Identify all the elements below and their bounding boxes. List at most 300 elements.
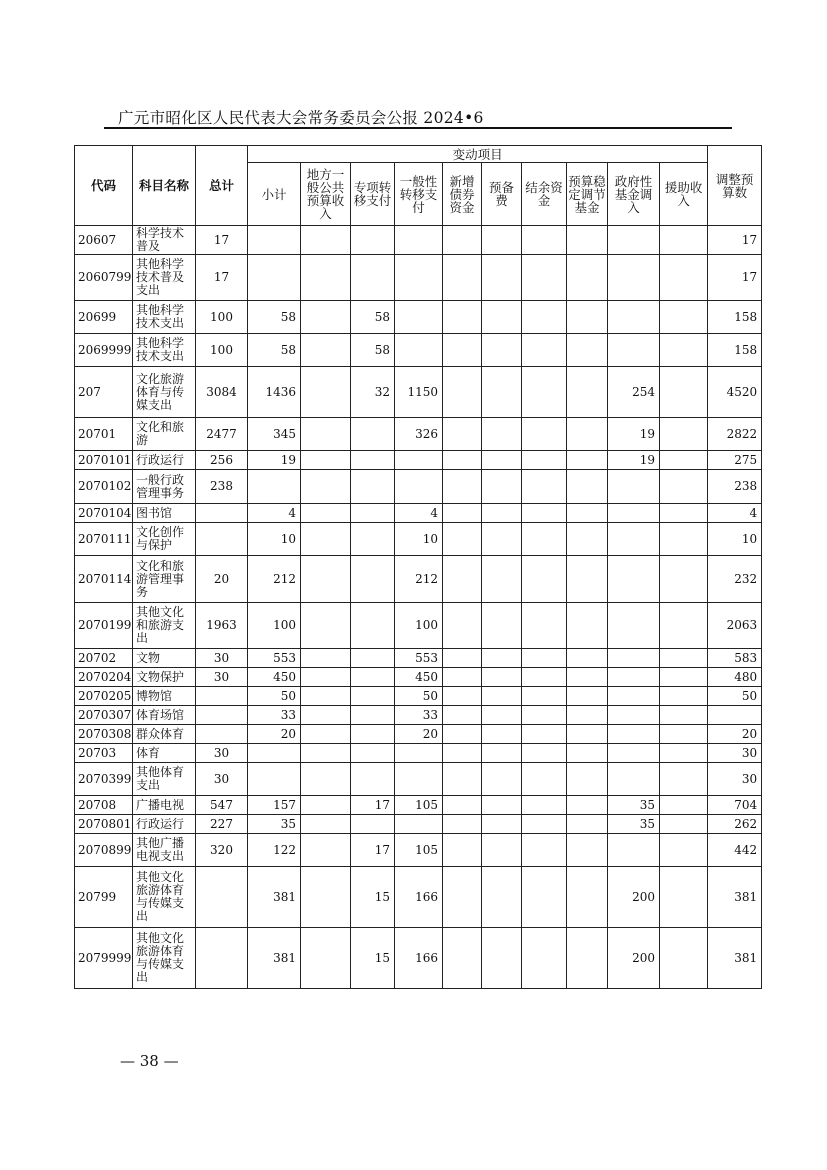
cell-new-bond (443, 451, 482, 470)
cell-aid (660, 763, 708, 796)
cell-stabilization (567, 451, 608, 470)
cell-name: 其他体育支出 (133, 763, 196, 796)
cell-general-transfer (395, 226, 443, 255)
budget-adjustment-table (74, 145, 762, 989)
cell-surplus (522, 649, 567, 668)
cell-code: 2070204 (75, 668, 133, 687)
cell-gov-fund: 19 (608, 451, 660, 470)
cell-reserve (482, 556, 522, 603)
cell-subtotal: 58 (248, 334, 301, 367)
cell-reserve (482, 815, 522, 834)
table-body (75, 226, 762, 989)
cell-reserve (482, 255, 522, 301)
header-subtotal: 小计 (248, 163, 301, 226)
cell-total: 1963 (196, 603, 248, 649)
cell-total (196, 523, 248, 556)
cell-surplus (522, 928, 567, 989)
cell-gov-fund (608, 556, 660, 603)
cell-total: 547 (196, 796, 248, 815)
cell-reserve (482, 418, 522, 451)
cell-adjusted: 50 (708, 687, 762, 706)
cell-aid (660, 867, 708, 928)
cell-local-general (301, 668, 351, 687)
cell-new-bond (443, 255, 482, 301)
cell-code: 2070102 (75, 470, 133, 504)
cell-subtotal (248, 255, 301, 301)
cell-total: 100 (196, 301, 248, 334)
cell-adjusted: 17 (708, 255, 762, 301)
table-row (75, 649, 762, 668)
cell-new-bond (443, 687, 482, 706)
header-surplus: 结余资金 (522, 163, 567, 226)
cell-code: 2070801 (75, 815, 133, 834)
cell-general-transfer: 4 (395, 504, 443, 523)
cell-adjusted: 17 (708, 226, 762, 255)
cell-new-bond (443, 867, 482, 928)
cell-surplus (522, 815, 567, 834)
cell-adjusted: 232 (708, 556, 762, 603)
cell-new-bond (443, 226, 482, 255)
cell-reserve (482, 706, 522, 725)
cell-new-bond (443, 418, 482, 451)
cell-code: 20699 (75, 301, 133, 334)
cell-name: 行政运行 (133, 451, 196, 470)
table-row (75, 301, 762, 334)
cell-total: 30 (196, 649, 248, 668)
cell-name: 其他广播电视支出 (133, 834, 196, 867)
cell-adjusted: 262 (708, 815, 762, 834)
cell-total: 17 (196, 226, 248, 255)
table-row (75, 504, 762, 523)
cell-new-bond (443, 523, 482, 556)
cell-total: 30 (196, 744, 248, 763)
cell-name: 广播电视 (133, 796, 196, 815)
cell-new-bond (443, 668, 482, 687)
cell-special-transfer (351, 523, 395, 556)
page-header (104, 100, 732, 130)
header-adjusted: 调整预算数 (708, 146, 762, 226)
cell-stabilization (567, 367, 608, 418)
cell-reserve (482, 603, 522, 649)
cell-special-transfer: 15 (351, 867, 395, 928)
cell-name: 图书馆 (133, 504, 196, 523)
cell-total: 30 (196, 668, 248, 687)
table-row (75, 668, 762, 687)
cell-code: 2070104 (75, 504, 133, 523)
table-row (75, 928, 762, 989)
cell-surplus (522, 255, 567, 301)
cell-adjusted: 275 (708, 451, 762, 470)
cell-aid (660, 451, 708, 470)
cell-name: 群众体育 (133, 725, 196, 744)
cell-local-general (301, 706, 351, 725)
cell-code: 20703 (75, 744, 133, 763)
cell-aid (660, 649, 708, 668)
cell-name: 文化创作与保护 (133, 523, 196, 556)
cell-subtotal: 50 (248, 687, 301, 706)
cell-general-transfer (395, 451, 443, 470)
cell-gov-fund: 35 (608, 815, 660, 834)
cell-adjusted (708, 706, 762, 725)
cell-code: 20701 (75, 418, 133, 451)
cell-new-bond (443, 367, 482, 418)
cell-special-transfer (351, 763, 395, 796)
cell-local-general (301, 867, 351, 928)
cell-new-bond (443, 649, 482, 668)
cell-general-transfer: 166 (395, 928, 443, 989)
cell-stabilization (567, 255, 608, 301)
cell-stabilization (567, 668, 608, 687)
cell-aid (660, 928, 708, 989)
cell-stabilization (567, 334, 608, 367)
cell-local-general (301, 763, 351, 796)
cell-aid (660, 226, 708, 255)
cell-gov-fund (608, 706, 660, 725)
table-row (75, 796, 762, 815)
cell-stabilization (567, 815, 608, 834)
cell-aid (660, 255, 708, 301)
cell-subtotal: 20 (248, 725, 301, 744)
cell-total (196, 928, 248, 989)
cell-special-transfer (351, 706, 395, 725)
cell-surplus (522, 725, 567, 744)
cell-reserve (482, 668, 522, 687)
cell-gov-fund (608, 687, 660, 706)
header-gov-fund: 政府性基金调入 (608, 163, 660, 226)
cell-reserve (482, 523, 522, 556)
cell-aid (660, 556, 708, 603)
cell-local-general (301, 367, 351, 418)
cell-special-transfer: 58 (351, 334, 395, 367)
cell-gov-fund (608, 334, 660, 367)
cell-code: 20702 (75, 649, 133, 668)
cell-aid (660, 744, 708, 763)
cell-code: 2060799 (75, 255, 133, 301)
cell-total (196, 504, 248, 523)
cell-reserve (482, 744, 522, 763)
cell-gov-fund (608, 668, 660, 687)
cell-reserve (482, 504, 522, 523)
cell-general-transfer: 10 (395, 523, 443, 556)
cell-general-transfer: 326 (395, 418, 443, 451)
cell-general-transfer: 166 (395, 867, 443, 928)
cell-new-bond (443, 928, 482, 989)
cell-adjusted: 583 (708, 649, 762, 668)
cell-surplus (522, 834, 567, 867)
cell-adjusted: 442 (708, 834, 762, 867)
cell-local-general (301, 834, 351, 867)
cell-general-transfer (395, 334, 443, 367)
cell-local-general (301, 725, 351, 744)
cell-code: 2070111 (75, 523, 133, 556)
cell-subtotal: 122 (248, 834, 301, 867)
cell-subtotal: 381 (248, 867, 301, 928)
cell-local-general (301, 470, 351, 504)
table-row (75, 470, 762, 504)
cell-name: 博物馆 (133, 687, 196, 706)
cell-gov-fund: 35 (608, 796, 660, 815)
cell-total: 17 (196, 255, 248, 301)
cell-surplus (522, 867, 567, 928)
header-special-transfer: 专项转移支付 (351, 163, 395, 226)
cell-new-bond (443, 603, 482, 649)
cell-local-general (301, 687, 351, 706)
cell-subtotal: 157 (248, 796, 301, 815)
cell-total: 256 (196, 451, 248, 470)
cell-general-transfer: 20 (395, 725, 443, 744)
cell-new-bond (443, 725, 482, 744)
cell-name: 行政运行 (133, 815, 196, 834)
cell-special-transfer (351, 744, 395, 763)
cell-local-general (301, 744, 351, 763)
cell-general-transfer: 212 (395, 556, 443, 603)
header-total: 总计 (196, 146, 248, 226)
cell-local-general (301, 928, 351, 989)
cell-aid (660, 725, 708, 744)
cell-aid (660, 796, 708, 815)
table-row (75, 255, 762, 301)
header-reserve: 预备费 (482, 163, 522, 226)
cell-subtotal: 212 (248, 556, 301, 603)
cell-aid (660, 334, 708, 367)
table-row (75, 451, 762, 470)
cell-aid (660, 603, 708, 649)
cell-general-transfer (395, 301, 443, 334)
cell-gov-fund: 200 (608, 867, 660, 928)
cell-new-bond (443, 763, 482, 796)
cell-special-transfer (351, 668, 395, 687)
cell-adjusted: 2822 (708, 418, 762, 451)
header-general-transfer: 一般性转移支付 (395, 163, 443, 226)
cell-name: 其他科学技术普及支出 (133, 255, 196, 301)
cell-name: 其他文化旅游体育与传媒支出 (133, 867, 196, 928)
cell-code: 2070899 (75, 834, 133, 867)
cell-reserve (482, 470, 522, 504)
header-change-items: 变动项目 (248, 146, 708, 163)
cell-new-bond (443, 556, 482, 603)
cell-reserve (482, 928, 522, 989)
cell-subtotal: 381 (248, 928, 301, 989)
cell-subtotal: 35 (248, 815, 301, 834)
cell-adjusted: 4 (708, 504, 762, 523)
cell-stabilization (567, 523, 608, 556)
cell-general-transfer: 105 (395, 796, 443, 815)
cell-subtotal (248, 226, 301, 255)
cell-code: 2069999 (75, 334, 133, 367)
cell-new-bond (443, 796, 482, 815)
cell-name: 其他文化旅游体育与传媒支出 (133, 928, 196, 989)
table-row (75, 725, 762, 744)
cell-stabilization (567, 867, 608, 928)
cell-general-transfer (395, 470, 443, 504)
cell-general-transfer: 450 (395, 668, 443, 687)
cell-new-bond (443, 706, 482, 725)
cell-stabilization (567, 834, 608, 867)
cell-special-transfer (351, 815, 395, 834)
table-row (75, 603, 762, 649)
cell-stabilization (567, 504, 608, 523)
table-row (75, 226, 762, 255)
cell-general-transfer: 33 (395, 706, 443, 725)
cell-total: 100 (196, 334, 248, 367)
bulletin-title: 广元市昭化区人民代表大会常务委员会公报 2024•6 (118, 109, 484, 127)
cell-gov-fund (608, 226, 660, 255)
cell-code: 2070199 (75, 603, 133, 649)
cell-stabilization (567, 556, 608, 603)
cell-reserve (482, 763, 522, 796)
table-row (75, 523, 762, 556)
cell-special-transfer: 15 (351, 928, 395, 989)
cell-name: 文化和旅游 (133, 418, 196, 451)
cell-subtotal: 4 (248, 504, 301, 523)
table-row (75, 834, 762, 867)
cell-general-transfer (395, 255, 443, 301)
cell-adjusted: 30 (708, 744, 762, 763)
cell-general-transfer: 553 (395, 649, 443, 668)
cell-subtotal: 553 (248, 649, 301, 668)
cell-surplus (522, 706, 567, 725)
cell-local-general (301, 603, 351, 649)
cell-stabilization (567, 649, 608, 668)
cell-special-transfer (351, 226, 395, 255)
cell-special-transfer: 17 (351, 796, 395, 815)
cell-local-general (301, 418, 351, 451)
cell-gov-fund: 254 (608, 367, 660, 418)
table-row (75, 744, 762, 763)
cell-special-transfer (351, 255, 395, 301)
cell-gov-fund (608, 470, 660, 504)
page-number: — 38 — (120, 1052, 179, 1070)
cell-stabilization (567, 928, 608, 989)
cell-general-transfer: 100 (395, 603, 443, 649)
cell-new-bond (443, 744, 482, 763)
cell-stabilization (567, 301, 608, 334)
cell-name: 其他科学技术支出 (133, 301, 196, 334)
cell-name: 文物 (133, 649, 196, 668)
cell-gov-fund: 200 (608, 928, 660, 989)
cell-total: 227 (196, 815, 248, 834)
cell-gov-fund: 19 (608, 418, 660, 451)
cell-name: 其他文化和旅游支出 (133, 603, 196, 649)
cell-special-transfer (351, 418, 395, 451)
cell-stabilization (567, 470, 608, 504)
cell-gov-fund (608, 523, 660, 556)
cell-subtotal: 19 (248, 451, 301, 470)
cell-total: 238 (196, 470, 248, 504)
cell-subtotal: 100 (248, 603, 301, 649)
cell-adjusted: 704 (708, 796, 762, 815)
cell-gov-fund (608, 763, 660, 796)
table-header (75, 146, 762, 226)
cell-gov-fund (608, 744, 660, 763)
cell-reserve (482, 649, 522, 668)
cell-code: 2070205 (75, 687, 133, 706)
cell-stabilization (567, 796, 608, 815)
cell-aid (660, 834, 708, 867)
table-row (75, 556, 762, 603)
cell-local-general (301, 796, 351, 815)
cell-subtotal: 58 (248, 301, 301, 334)
cell-special-transfer (351, 470, 395, 504)
cell-surplus (522, 556, 567, 603)
cell-code: 2070114 (75, 556, 133, 603)
table-row (75, 367, 762, 418)
cell-adjusted: 238 (708, 470, 762, 504)
cell-surplus (522, 470, 567, 504)
cell-code: 207 (75, 367, 133, 418)
cell-total: 30 (196, 763, 248, 796)
header-code: 代码 (75, 146, 133, 226)
header-stabilization: 预算稳定调节基金 (567, 163, 608, 226)
cell-reserve (482, 451, 522, 470)
cell-name: 体育场馆 (133, 706, 196, 725)
cell-gov-fund (608, 834, 660, 867)
header-aid: 援助收入 (660, 163, 708, 226)
cell-name: 文物保护 (133, 668, 196, 687)
cell-code: 2070307 (75, 706, 133, 725)
cell-code: 20607 (75, 226, 133, 255)
cell-aid (660, 470, 708, 504)
cell-local-general (301, 523, 351, 556)
cell-surplus (522, 744, 567, 763)
cell-code: 2079999 (75, 928, 133, 989)
cell-adjusted: 20 (708, 725, 762, 744)
cell-general-transfer (395, 763, 443, 796)
cell-special-transfer: 58 (351, 301, 395, 334)
cell-total: 20 (196, 556, 248, 603)
cell-stabilization (567, 418, 608, 451)
header-rule (104, 127, 732, 129)
cell-subtotal: 345 (248, 418, 301, 451)
cell-reserve (482, 834, 522, 867)
cell-adjusted: 158 (708, 301, 762, 334)
cell-local-general (301, 504, 351, 523)
table-row (75, 867, 762, 928)
table-row (75, 687, 762, 706)
cell-name: 体育 (133, 744, 196, 763)
cell-total: 2477 (196, 418, 248, 451)
cell-special-transfer: 17 (351, 834, 395, 867)
cell-gov-fund (608, 301, 660, 334)
cell-subtotal (248, 763, 301, 796)
cell-reserve (482, 687, 522, 706)
cell-surplus (522, 301, 567, 334)
cell-gov-fund (608, 603, 660, 649)
cell-aid (660, 668, 708, 687)
cell-subtotal (248, 470, 301, 504)
cell-stabilization (567, 706, 608, 725)
cell-new-bond (443, 470, 482, 504)
cell-total (196, 867, 248, 928)
cell-subtotal: 10 (248, 523, 301, 556)
cell-gov-fund (608, 649, 660, 668)
cell-adjusted: 480 (708, 668, 762, 687)
cell-aid (660, 523, 708, 556)
cell-code: 2070308 (75, 725, 133, 744)
cell-surplus (522, 687, 567, 706)
cell-surplus (522, 451, 567, 470)
cell-reserve (482, 226, 522, 255)
cell-total (196, 725, 248, 744)
cell-total: 3084 (196, 367, 248, 418)
header-new-bond: 新增债券资金 (443, 163, 482, 226)
cell-adjusted: 158 (708, 334, 762, 367)
cell-new-bond (443, 334, 482, 367)
cell-surplus (522, 418, 567, 451)
cell-reserve (482, 301, 522, 334)
cell-new-bond (443, 834, 482, 867)
cell-special-transfer (351, 504, 395, 523)
